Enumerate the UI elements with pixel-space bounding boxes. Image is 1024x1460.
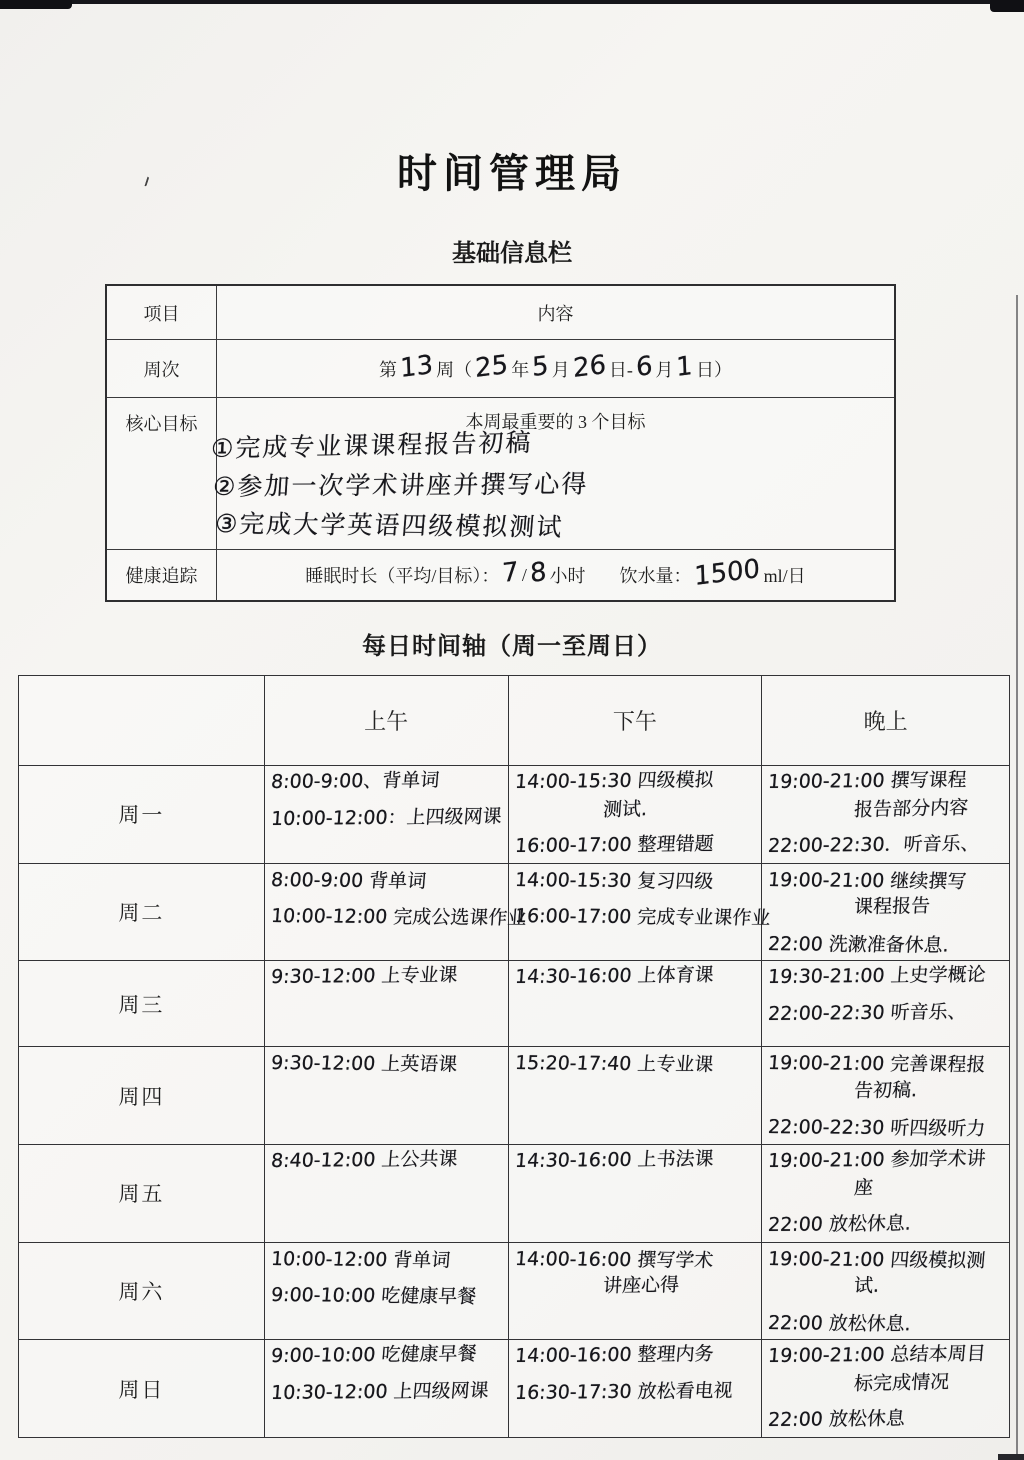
week-printed-dash: 日- — [608, 359, 633, 380]
handwritten-entry: 14:00-16:00 撰写学术 — [513, 1247, 714, 1272]
basic-info-section-title: 基础信息栏 — [452, 240, 572, 267]
day-label: 周日 — [19, 1340, 265, 1438]
month-handwritten: 5 — [531, 350, 550, 383]
water-unit: ml/日 — [763, 566, 806, 586]
handwritten-entry: 9:00-10:00 吃健康早餐 — [269, 1284, 477, 1308]
handwritten-entry: 14:00-15:30 四级模拟 — [513, 768, 715, 793]
day-label: 周四 — [19, 1047, 265, 1145]
scan-artifact-top-edge — [0, 0, 1024, 4]
week-number-handwritten: 13 — [399, 349, 434, 384]
schedule-cell-morning — [264, 863, 527, 961]
handwritten-entry: 22:00-22:30 听音乐、 — [767, 1000, 968, 1025]
info-header-row — [107, 286, 894, 340]
week-printed-month2: 月 — [655, 359, 674, 380]
schedule-cell-afternoon — [508, 1047, 762, 1145]
schedule-cell-morning — [264, 1340, 508, 1438]
handwritten-entry: 19:00-21:00 完善课程报 — [767, 1052, 987, 1077]
handwritten-entry: 14:30-16:00 上书法课 — [513, 1147, 715, 1172]
week-row-label: 周次 — [107, 340, 217, 397]
water-printed-label: 饮水量： — [619, 566, 692, 586]
goal-handwritten-item: ②参加一次学术讲座并撰写心得 — [212, 468, 590, 501]
handwritten-entry: 15:20-17:40 上专业课 — [513, 1052, 714, 1077]
handwritten-entry: 19:30-21:00 上史学概论 — [767, 964, 987, 989]
sleep-slash: / — [521, 564, 527, 585]
basic-info-table — [105, 284, 896, 602]
handwritten-entry: 测试. — [601, 797, 648, 821]
handwritten-entry: 14:00-15:30 复习四级 — [513, 868, 714, 893]
sleep-unit: 小时 — [549, 566, 586, 586]
handwritten-entry: 16:00-17:00 完成专业课作业 — [513, 905, 771, 930]
schedule-row — [19, 961, 1010, 1047]
handwritten-entry: 22:00 洗漱准备休息. — [767, 932, 950, 957]
week-printed-year: 年 — [511, 359, 530, 380]
scan-artifact-right-edge — [1016, 295, 1018, 1455]
day-label: 周二 — [19, 863, 265, 961]
goals-list — [210, 427, 922, 543]
handwritten-entry: 22:00-22:30 听四级听力 — [767, 1116, 987, 1141]
day-label: 周五 — [19, 1144, 265, 1242]
timeline-header-afternoon: 下午 — [508, 676, 762, 766]
start-day-handwritten: 26 — [572, 349, 607, 384]
info-header-item: 项目 — [107, 286, 217, 339]
handwritten-entry: 9:00-10:00 吃健康早餐 — [269, 1343, 478, 1368]
schedule-cell-evening — [762, 1242, 1010, 1340]
schedule-cell-afternoon — [508, 1144, 762, 1242]
schedule-cell-morning — [264, 766, 508, 864]
day-label: 周三 — [19, 961, 265, 1047]
handwritten-entry: 22:00-22:30．听音乐、 — [767, 832, 981, 858]
schedule-row — [19, 1340, 1010, 1438]
goal-handwritten-item: ①完成专业课课程报告初稿 — [210, 427, 534, 464]
handwritten-entry: 19:00-21:00 四级模拟测 — [767, 1247, 987, 1272]
handwritten-entry: 10:00-12:00：上四级网课 — [269, 805, 503, 830]
schedule-cell-morning — [264, 1242, 508, 1340]
handwritten-entry: 19:00-21:00 总结本周目 — [767, 1342, 987, 1368]
schedule-cell-evening — [762, 1144, 1010, 1242]
sleep-goal-handwritten: 8 — [529, 556, 547, 590]
goals-row — [107, 398, 894, 550]
schedule-cell-morning — [264, 1144, 508, 1242]
handwritten-entry: 22:00 放松休息 — [767, 1407, 907, 1432]
handwritten-entry: 19:00-21:00 撰写课程 — [767, 768, 968, 793]
handwritten-entry: 22:00 放松休息. — [767, 1212, 913, 1237]
handwritten-entry: 座 — [853, 1177, 875, 1200]
week-printed-prefix: 第 — [379, 359, 398, 380]
schedule-row — [19, 1144, 1010, 1242]
handwritten-entry: 19:00-21:00 参加学术讲 — [767, 1147, 987, 1172]
schedule-cell-evening — [762, 1340, 1010, 1438]
week-printed-week: 周（ — [436, 359, 473, 380]
handwritten-entry: 报告部分内容 — [853, 796, 970, 821]
handwritten-entry: 8:40-12:00 上公共课 — [269, 1147, 459, 1172]
daily-timeline-table — [18, 675, 1010, 1438]
schedule-row — [19, 766, 1010, 864]
goals-row-content — [210, 398, 894, 549]
handwritten-entry: 19:00-21:00 继续撰写 — [767, 868, 968, 893]
week-row — [107, 340, 894, 398]
end-day-handwritten: 1 — [675, 350, 694, 383]
handwritten-entry: 22:00 放松休息. — [767, 1311, 912, 1335]
document-title: 时间管理局 — [397, 152, 627, 196]
scan-artifact-bottom-right — [998, 1454, 1024, 1460]
schedule-cell-afternoon — [508, 1242, 762, 1340]
schedule-body — [19, 766, 1010, 1438]
handwritten-entry: 9:30-12:00 上专业课 — [269, 964, 459, 989]
timeline-header-row — [19, 676, 1010, 766]
schedule-cell-morning — [264, 961, 508, 1047]
handwritten-entry: 讲座心得 — [602, 1274, 680, 1298]
goals-row-label: 核心目标 — [107, 398, 217, 549]
handwritten-entry: 告初稿. — [853, 1078, 918, 1102]
health-row — [107, 550, 894, 600]
handwritten-entry: 课程报告 — [853, 895, 931, 919]
scan-artifact-top-left — [0, 0, 72, 9]
handwritten-entry: 10:00-12:00 背单词 — [269, 1247, 451, 1272]
health-row-content — [217, 550, 894, 600]
sleep-average-handwritten: 7 — [501, 556, 520, 590]
day-label: 周六 — [19, 1242, 265, 1340]
info-header-content: 内容 — [537, 303, 574, 324]
end-month-handwritten: 6 — [635, 350, 653, 383]
schedule-cell-evening — [762, 1047, 1010, 1145]
schedule-cell-evening — [762, 766, 1010, 864]
handwritten-entry: 8:00-9:00 背单词 — [269, 868, 427, 892]
handwritten-entry: 16:00-17:00 整理错题 — [513, 833, 715, 858]
timeline-header-morning: 上午 — [264, 676, 508, 766]
scan-artifact-top-right — [990, 0, 1024, 12]
schedule-cell-afternoon — [508, 961, 762, 1047]
schedule-cell-afternoon — [508, 863, 771, 961]
timeline-section-title: 每日时间轴（周一至周日） — [362, 633, 662, 660]
schedule-row — [19, 1047, 1010, 1145]
water-amount-handwritten: 1500 — [694, 553, 761, 593]
week-row-content — [217, 340, 894, 397]
goals-printed-header: 本周最重要的 3 个目标 — [465, 412, 646, 432]
timeline-header-evening: 晚上 — [762, 676, 1010, 766]
year-handwritten: 25 — [474, 349, 509, 384]
handwritten-entry: 16:30-17:30 放松看电视 — [513, 1379, 734, 1404]
handwritten-entry: 试. — [853, 1274, 880, 1298]
schedule-cell-evening — [762, 863, 1010, 961]
schedule-cell-evening — [762, 961, 1010, 1047]
timeline-header-day — [19, 676, 265, 766]
schedule-cell-morning — [264, 1047, 508, 1145]
day-label: 周一 — [19, 766, 265, 864]
health-row-label: 健康追踪 — [107, 550, 217, 600]
handwritten-entry: 8:00-9:00、背单词 — [269, 769, 441, 793]
schedule-cell-afternoon — [508, 1340, 762, 1438]
handwritten-entry: 10:00-12:00 完成公选课作业 — [269, 905, 527, 930]
handwritten-entry: 14:30-16:00 上体育课 — [513, 964, 715, 989]
handwritten-entry: 9:30-12:00 上英语课 — [269, 1052, 458, 1076]
goal-handwritten-item: ③完成大学英语四级模拟测试 — [213, 509, 565, 542]
schedule-row — [19, 1242, 1010, 1340]
schedule-cell-afternoon — [508, 766, 762, 864]
handwritten-entry: 10:30-12:00 上四级网课 — [269, 1379, 490, 1404]
handwritten-entry: 14:00-16:00 整理内务 — [513, 1343, 715, 1368]
sleep-printed-label: 睡眠时长（平均/目标）： — [305, 566, 500, 586]
week-printed-close: 日） — [695, 359, 732, 380]
handwritten-entry: 标完成情况 — [853, 1370, 951, 1395]
schedule-row — [19, 863, 1010, 961]
week-printed-month: 月 — [551, 359, 570, 380]
